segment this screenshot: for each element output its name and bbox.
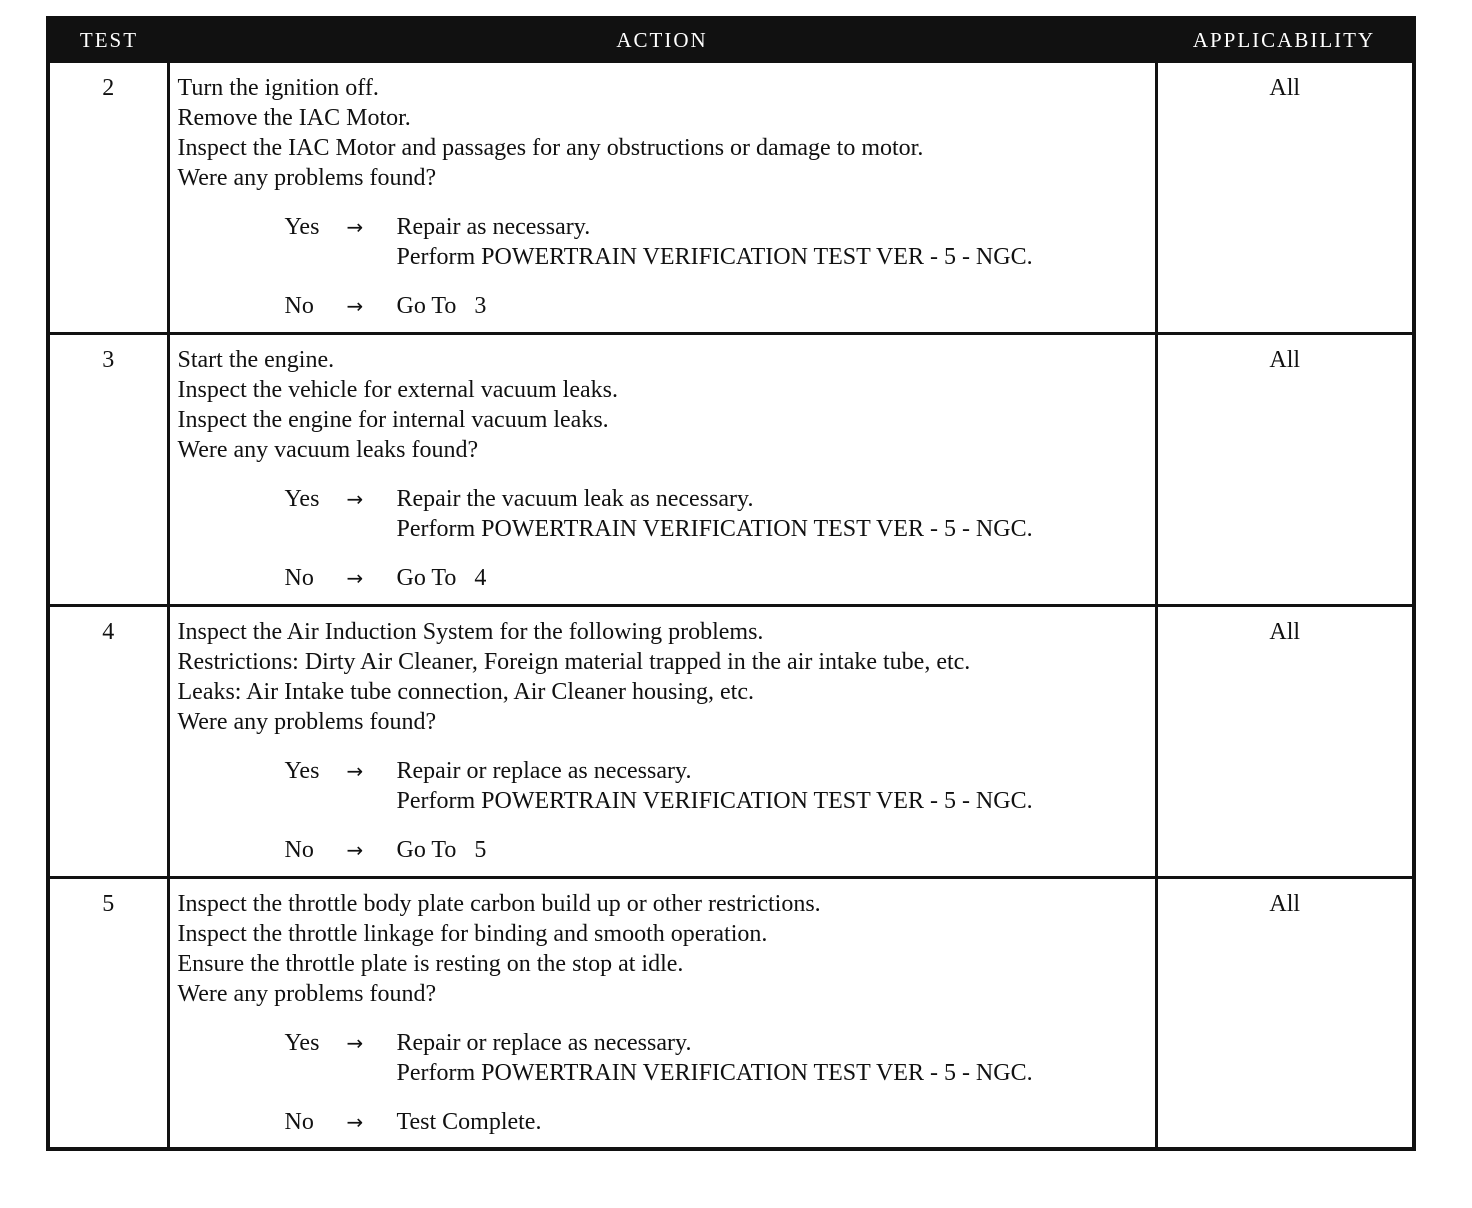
yes-result-line: Perform POWERTRAIN VERIFICATION TEST VER - 5 - NGC. — [396, 516, 1033, 542]
yes-label: Yes — [284, 1030, 320, 1056]
outcome-yes — [178, 756, 1149, 816]
outcomes — [178, 212, 1149, 321]
no-label: No — [284, 565, 314, 591]
diagnostic-test-table — [46, 16, 1416, 1151]
no-result: Go To 4 — [396, 565, 487, 591]
action-cell — [168, 334, 1156, 606]
table-row — [48, 62, 1414, 334]
header-action: ACTION — [168, 18, 1156, 62]
yes-result-line: Repair or replace as necessary. — [396, 758, 692, 784]
no-label: No — [284, 293, 314, 319]
action-step-text: Inspect the throttle linkage for binding and smooth operation. — [177, 921, 768, 947]
yes-result — [397, 212, 1033, 272]
action-steps — [178, 73, 1149, 193]
applicability-value: All — [1156, 334, 1414, 606]
applicability-value: All — [1156, 62, 1414, 334]
yes-label: Yes — [284, 214, 320, 240]
arrow-right-icon: → — [346, 838, 364, 862]
outcome-yes — [178, 484, 1149, 544]
outcomes — [178, 1028, 1149, 1137]
action-step-text: Inspect the throttle body plate carbon build up or other restrictions. — [177, 891, 821, 917]
action-step-text: Remove the IAC Motor. — [177, 105, 411, 131]
yes-result-line: Repair as necessary. — [396, 214, 591, 240]
arrow-right-icon: → — [346, 1031, 364, 1055]
action-step-text: Inspect the IAC Motor and passages for any obstructions or damage to motor. — [177, 135, 924, 161]
no-result: Go To 5 — [396, 837, 487, 863]
action-cell — [168, 878, 1156, 1149]
action-step-text: Leaks: Air Intake tube connection, Air Cleaner housing, etc. — [177, 679, 754, 705]
action-steps — [178, 617, 1149, 737]
header-applicability: APPLICABILITY — [1156, 18, 1414, 62]
table-header-row — [48, 18, 1414, 62]
outcome-yes — [178, 212, 1149, 272]
action-step-text: Inspect the engine for internal vacuum leaks. — [177, 407, 609, 433]
action-steps — [178, 889, 1149, 1009]
applicability-value: All — [1156, 878, 1414, 1149]
yes-result-line: Perform POWERTRAIN VERIFICATION TEST VER - 5 - NGC. — [396, 1060, 1033, 1086]
action-step-text: Restrictions: Dirty Air Cleaner, Foreign material trapped in the air intake tube, etc. — [177, 649, 971, 675]
outcome-no — [178, 563, 1149, 593]
arrow-right-icon: → — [346, 566, 364, 590]
arrow-right-icon: → — [346, 294, 364, 318]
arrow-right-icon: → — [346, 215, 364, 239]
yes-result-line: Repair or replace as necessary. — [396, 1030, 692, 1056]
arrow-right-icon: → — [346, 759, 364, 783]
no-result: Test Complete. — [396, 1109, 542, 1135]
test-number: 4 — [48, 606, 168, 878]
applicability-value: All — [1156, 606, 1414, 878]
table-row — [48, 334, 1414, 606]
yes-result — [397, 484, 1033, 544]
action-step-text: Start the engine. — [177, 347, 335, 373]
action-cell — [168, 606, 1156, 878]
outcome-yes — [178, 1028, 1149, 1088]
arrow-right-icon: → — [346, 1110, 364, 1134]
no-label: No — [284, 837, 314, 863]
test-number: 2 — [48, 62, 168, 334]
yes-result — [397, 756, 1033, 816]
action-step-text: Inspect the vehicle for external vacuum leaks. — [177, 377, 618, 403]
action-steps — [178, 345, 1149, 465]
table-row — [48, 878, 1414, 1149]
yes-result — [397, 1028, 1033, 1088]
no-label: No — [284, 1109, 314, 1135]
outcome-no — [178, 835, 1149, 865]
action-step-text: Turn the ignition off. — [177, 75, 379, 101]
diagnostic-page — [46, 16, 1412, 1151]
yes-result-line: Repair the vacuum leak as necessary. — [396, 486, 754, 512]
yes-label: Yes — [284, 758, 320, 784]
table-row — [48, 606, 1414, 878]
action-step-text: Were any problems found? — [177, 981, 437, 1007]
test-number: 5 — [48, 878, 168, 1149]
action-step-text: Inspect the Air Induction System for the following problems. — [177, 619, 764, 645]
yes-result-line: Perform POWERTRAIN VERIFICATION TEST VER - 5 - NGC. — [396, 244, 1033, 270]
action-step-text: Were any vacuum leaks found? — [177, 437, 479, 463]
yes-label: Yes — [284, 486, 320, 512]
action-step-text: Ensure the throttle plate is resting on the stop at idle. — [177, 951, 684, 977]
yes-result-line: Perform POWERTRAIN VERIFICATION TEST VER - 5 - NGC. — [396, 788, 1033, 814]
outcome-no — [178, 1107, 1149, 1137]
outcome-no — [178, 291, 1149, 321]
no-result: Go To 3 — [396, 293, 487, 319]
action-cell — [168, 62, 1156, 334]
action-step-text: Were any problems found? — [177, 709, 437, 735]
outcomes — [178, 756, 1149, 865]
header-test: TEST — [48, 18, 168, 62]
table-body — [48, 62, 1414, 1149]
action-step-text: Were any problems found? — [177, 165, 437, 191]
test-number: 3 — [48, 334, 168, 606]
arrow-right-icon: → — [346, 487, 364, 511]
outcomes — [178, 484, 1149, 593]
